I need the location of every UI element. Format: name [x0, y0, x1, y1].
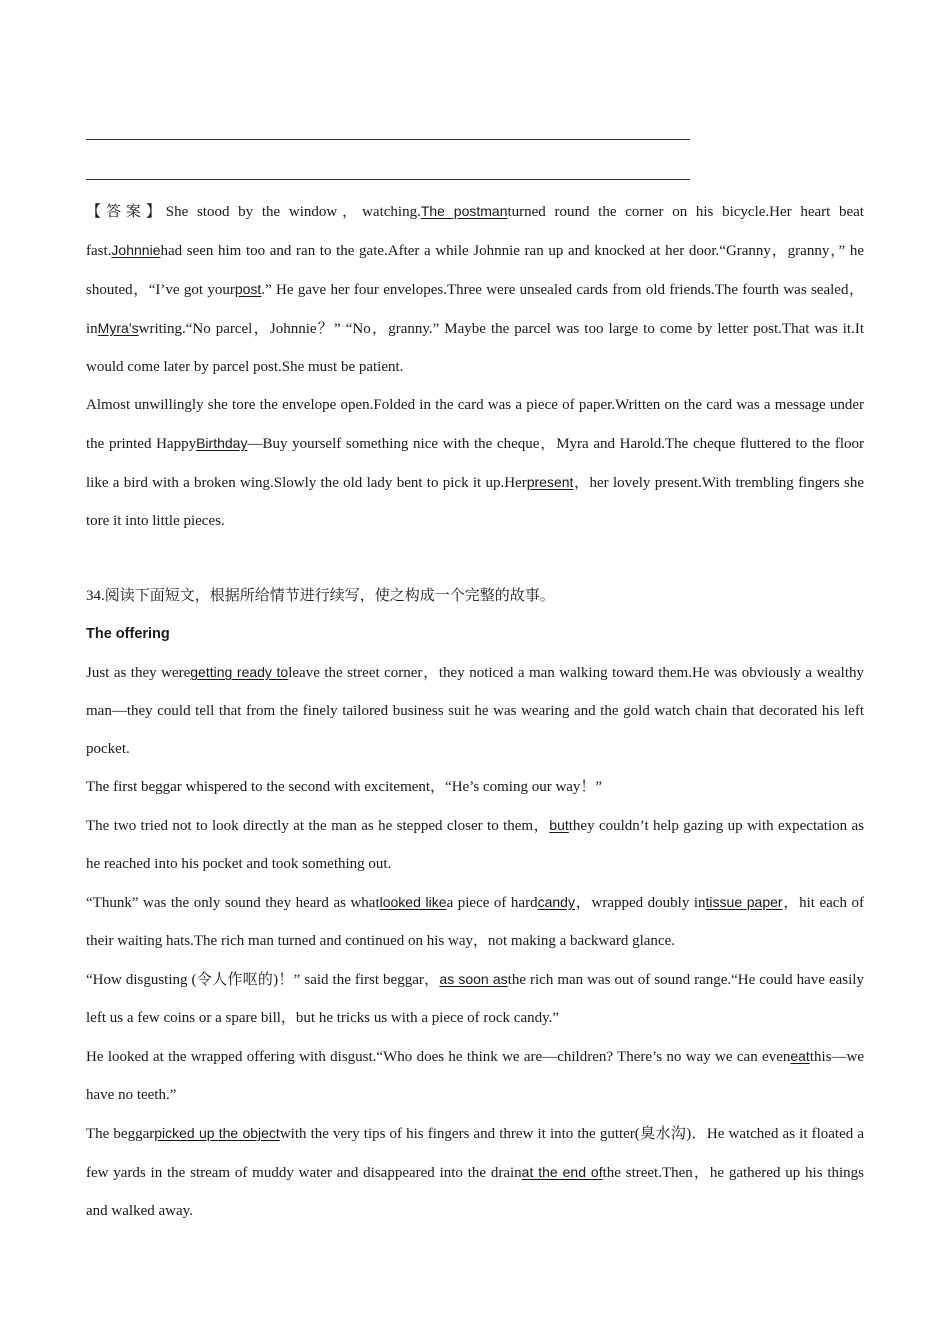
answer-paragraph-1: 【答案】She stood by the window，watching.The postmanturned round the corner on his bicycle.Her heart beat fast.Johnniehad seen him too and ran to the gate.After a while Johnnie ran up and knocked at her door.“Granny，granny，” he shouted，“I’ve got yourpost.” He gave her four envelopes.Three were unsealed cards from old friends.The fourth was sealed，inMyra’swriting.“No parcel，Johnnie？” “No，granny.” Maybe the parcel was too large to come by letter post.That was it.It would come later by parcel post.She must be patient. [86, 203, 864, 375]
underlined-word: but [549, 817, 569, 833]
underlined-word: present [526, 474, 574, 490]
story-title: The offering [86, 626, 170, 642]
underlined-word: post [234, 281, 262, 297]
underlined-word: Myra’s [97, 320, 139, 336]
underlined-word: looked like [379, 894, 447, 910]
answer-paragraph-2: Almost unwillingly she tore the envelope open.Folded in the card was a piece of paper.Written on the card was a message under the printed HappyBirthday—Buy yourself something nice with the cheque，Myra and Harold.The cheque fluttered to the floor like a bird with a broken wing.Slowly the old lady bent to pick it up.Herpresent，her lovely present.With trembling fingers she tore it into little pieces. [86, 397, 864, 529]
story-paragraph-4: “Thunk” was the only sound they heard as whatlooked likea piece of hardcandy，wrapped doubly intissue paper，hit each of their waiting hats.The rich man turned and continued on his way，not making a backward glance. [86, 894, 864, 949]
underlined-word: Johnnie [111, 242, 161, 258]
story-paragraph-6: He looked at the wrapped offering with disgust.“Who does he think we are—children? There’s no way we can eveneatthis—we have no teeth.” [86, 1048, 864, 1103]
story-paragraph-3: The two tried not to look directly at the man as he stepped closer to them，butthey couldn’t help gazing up with expectation as he reached into his pocket and took something out. [86, 817, 864, 872]
underlined-word: Birthday [196, 435, 248, 451]
answer-line-2 [86, 179, 690, 180]
answer-line-1 [86, 139, 690, 140]
underlined-word: candy [537, 894, 575, 910]
underlined-word: The postman [420, 203, 508, 219]
story-paragraph-7: The beggarpicked up the objectwith the very tips of his fingers and threw it into the gutter(臭水沟)．He watched as it floated a few yards in the stream of muddy water and disappeared into the drainat the end ofthe street.Then，he gathered up his things and walked away. [86, 1125, 864, 1219]
underlined-word: eat [790, 1048, 810, 1064]
document-body [86, 192, 864, 1230]
underlined-word: at the end of [521, 1164, 603, 1180]
story-paragraph-2: The first beggar whispered to the second with excitement，“He’s coming our way！” [86, 779, 603, 795]
question-prompt: 34.阅读下面短文，根据所给情节进行续写，使之构成一个完整的故事。 [86, 588, 555, 604]
underlined-word: as soon as [439, 971, 508, 987]
underlined-word: getting ready to [190, 664, 289, 680]
story-paragraph-5: “How disgusting (令人作呕的)！” said the first beggar，as soon asthe rich man was out of sound range.“He could have easily left us a few coins or a spare bill，but he tricks us with a piece of rock candy.” [86, 971, 864, 1026]
underlined-word: picked up the object [154, 1125, 280, 1141]
underlined-word: tissue paper [705, 894, 783, 910]
story-paragraph-1: Just as they weregetting ready toleave the street corner，they noticed a man walking toward them.He was obviously a wealthy man—they could tell that from the finely tailored business suit he was wearing and the gold watch chain that decorated his left pocket. [86, 664, 864, 757]
answer-label: 【答案】 [86, 204, 166, 220]
